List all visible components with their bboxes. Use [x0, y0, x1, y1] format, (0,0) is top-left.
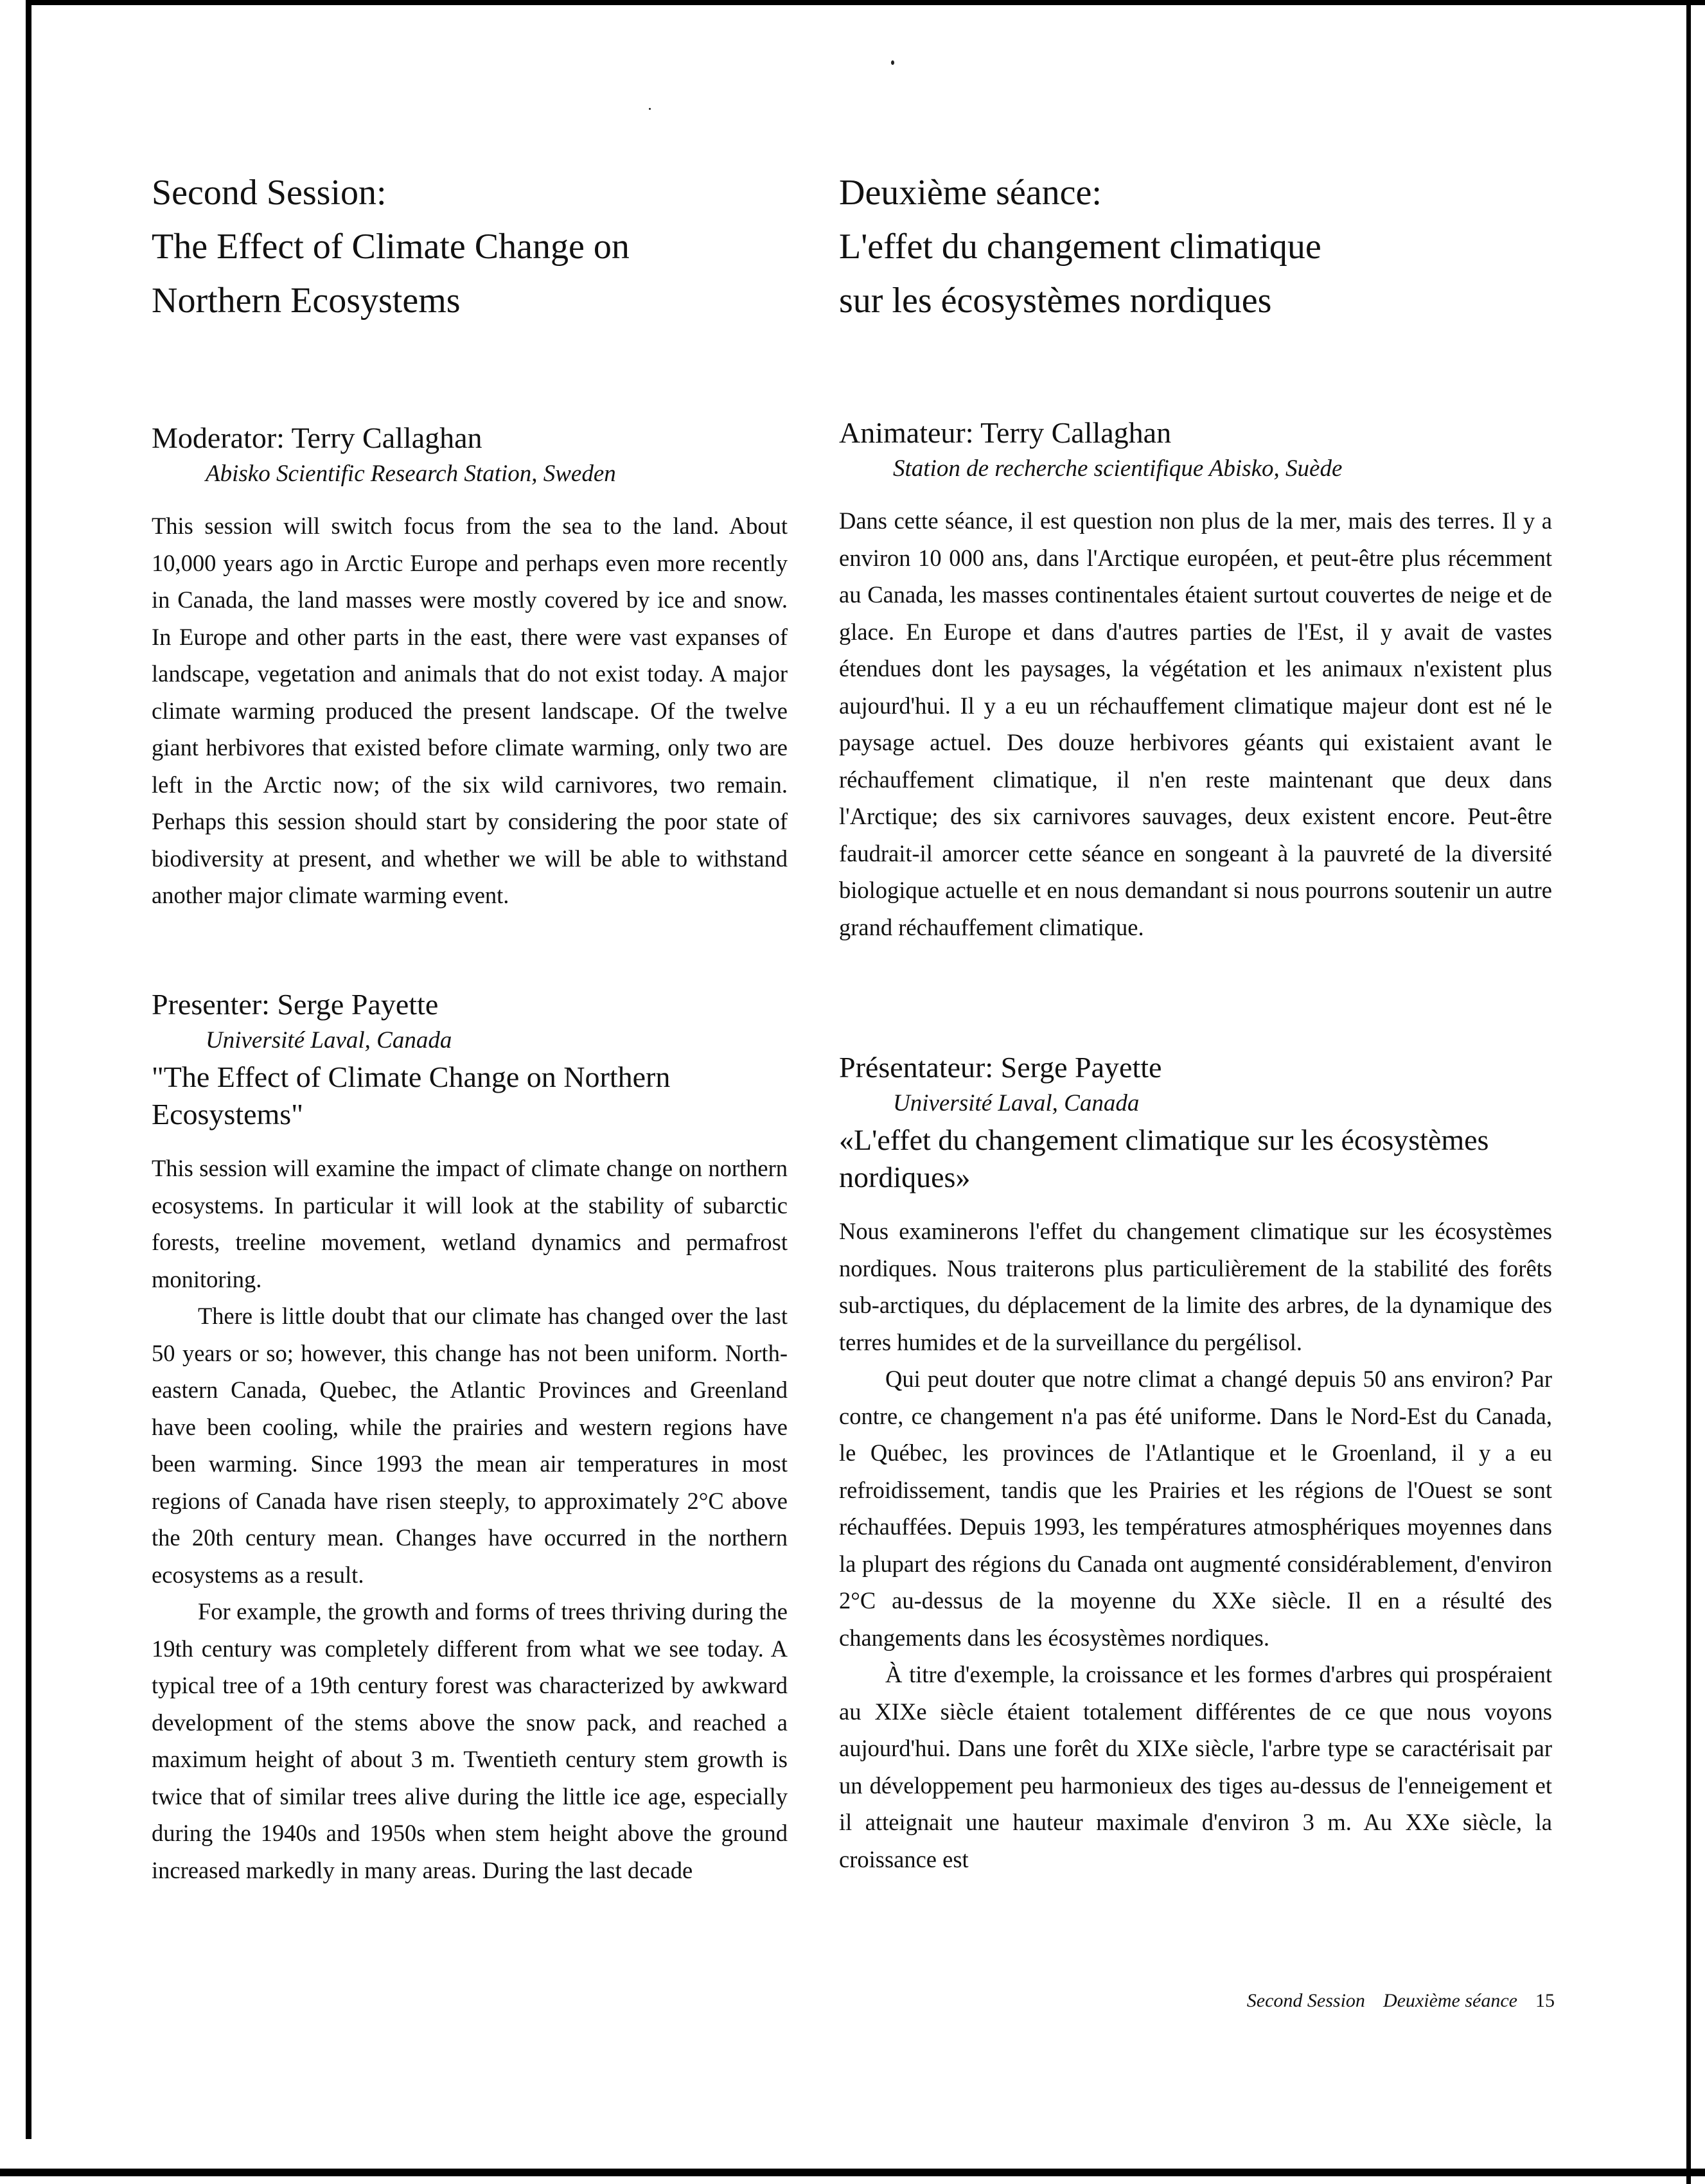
french-presenter-paragraph: Nous examinerons l'effet du changement climatique sur les écosystèmes nordiques. Nous traiterons plus particulièrement de la stabilité des forêts sub-arctiques, du déplacement de la limite des arbres, de la dynamique des terres humides et de la surveillance du pergélisol.: [839, 1218, 1552, 1355]
french-session-title: [839, 166, 1321, 328]
scan-border-top: [26, 0, 1705, 5]
scan-speck: [891, 60, 894, 65]
french-moderator-section: [839, 414, 1552, 946]
english-title-line: Northern Ecosystems: [152, 281, 461, 321]
french-moderator-label: Animateur: Terry Callaghan: [839, 416, 1172, 449]
english-presenter-paragraph: There is little doubt that our climate has changed over the last 50 years or so; however, this change has not been uniform. North-eastern Canada, Quebec, the Atlantic Provinces and Greenland have been cooling, while the prairies and western regions have been warming. Since 1993 the mean air temperatures in most regions of Canada have risen steeply, to approximately 2°C above the 20th century mean. Changes have occurred in the northern ecosystems as a result.: [152, 1303, 788, 1588]
french-title-line: sur les écosystèmes nordiques: [839, 281, 1272, 321]
page-number: 15: [1535, 1990, 1555, 2011]
english-moderator-section: [152, 419, 788, 914]
french-presenter-affiliation: Université Laval, Canada: [893, 1090, 1140, 1116]
french-moderator-affiliation: Station de recherche scientifique Abisko, Suède: [893, 455, 1343, 482]
scan-border-left: [26, 0, 31, 2139]
english-title-line: The Effect of Climate Change on: [152, 227, 630, 267]
english-presenter-affiliation: Université Laval, Canada: [206, 1027, 452, 1053]
english-moderator-affiliation: Abisko Scientific Research Station, Sweden: [206, 461, 616, 487]
english-presenter-label: Presenter: Serge Payette: [152, 988, 439, 1021]
english-moderator-label: Moderator: Terry Callaghan: [152, 421, 482, 454]
english-session-title: [152, 166, 630, 328]
french-talk-title: «L'effet du changement climatique sur les écosystèmes nordiques»: [839, 1123, 1489, 1193]
scan-border-right: [1686, 0, 1691, 2184]
english-moderator-text: This session will switch focus from the sea to the land. About 10,000 years ago in Arctic Europe and perhaps even more recently in Canada, the land masses were mostly covered by ice and snow. In Europe and other parts in the east, there were vast expanses of landscape, vegetation and animals that do not exist today. A major climate warming produced the present landscape. Of the twelve giant herbivores that existed before climate warming, only two are left in the Arctic now; of the six wild carnivores, two remain. Perhaps this session should start by considering the poor state of biodiversity at present, and whether we will be able to withstand another major climate warming event.: [152, 513, 788, 908]
english-presenter-section: [152, 985, 788, 1889]
english-title-line: Second Session:: [152, 173, 387, 213]
english-presenter-paragraph: For example, the growth and forms of trees thriving during the 19th century was completely different from what we see today. A typical tree of a 19th century forest was characterized by awkward development of the stems above the snow pack, and reached a maximum height of about 3 m. Twentieth century stem growth is twice that of similar trees alive during the little ice age, especially during the 1940s and 1950s when stem height above the ground increased markedly in many areas. During the last decade: [152, 1598, 788, 1883]
french-presenter-paragraph: Qui peut douter que notre climat a changé depuis 50 ans environ? Par contre, ce changement n'a pas été uniforme. Dans le Nord-Est du Canada, le Québec, les provinces de l'Atlantique et le Groenland, il y a eu refroidissement, tandis que les Prairies et les régions de l'Ouest se sont réchauffées. Depuis 1993, les températures atmosphériques moyennes dans la plupart des régions du Canada ont augmenté considérablement, d'environ 2°C au-dessus de la moyenne du XXe siècle. Il en a résulté des changements dans les écosystèmes nordiques.: [839, 1366, 1552, 1651]
footer-french-label: Deuxième séance: [1383, 1990, 1517, 2011]
french-presenter-section: [839, 1048, 1552, 1878]
french-moderator-text: Dans cette séance, il est question non plus de la mer, mais des terres. Il y a environ 10 000 ans, dans l'Arctique européen, et peut-être plus récemment au Canada, les masses continentales étaient surtout couvertes de neige et de glace. En Europe et dans d'autres parties de l'Est, il y avait de vastes étendues dont les paysages, la végétation et les animaux n'existent plus aujourd'hui. Il y a eu un réchauffement climatique majeur dont est né le paysage actuel. Des douze herbivores géants qui existaient avant le réchauffement climatique, il n'en reste maintenant que deux dans l'Arctique; des six carnivores sauvages, deux existent encore. Peut-être faudrait-il amorcer cette séance en songeant à la pauvreté de la diversité biologique actuelle et en nous demandant si nous pourrons soutenir un autre grand réchauffement climatique.: [839, 507, 1552, 940]
english-presenter-paragraph: This session will examine the impact of climate change on northern ecosystems. In particular it will look at the stability of subarctic forests, treeline movement, wetland dynamics and permafrost monitoring.: [152, 1155, 788, 1292]
page-footer: [1221, 1990, 1555, 2012]
french-presenter-paragraph: À titre d'exemple, la croissance et les formes d'arbres qui prospéraient au XIXe siècle étaient totalement différentes de ce que nous voyons aujourd'hui. Dans une forêt du XIXe siècle, l'arbre type se caractérisait par un développement peu harmonieux des tiges au-dessus de l'enneigement et il atteignait une hauteur maximale d'environ 3 m. Au XXe siècle, la croissance est: [839, 1661, 1552, 1872]
french-title-line: Deuxième séance:: [839, 173, 1102, 213]
scan-speck: [649, 108, 651, 110]
french-title-line: L'effet du changement climatique: [839, 227, 1321, 267]
footer-english-label: Second Session: [1246, 1990, 1365, 2011]
english-talk-title: "The Effect of Climate Change on Northern Ecosystems": [152, 1061, 671, 1131]
scan-border-bottom: [0, 2169, 1705, 2176]
french-presenter-label: Présentateur: Serge Payette: [839, 1051, 1162, 1084]
